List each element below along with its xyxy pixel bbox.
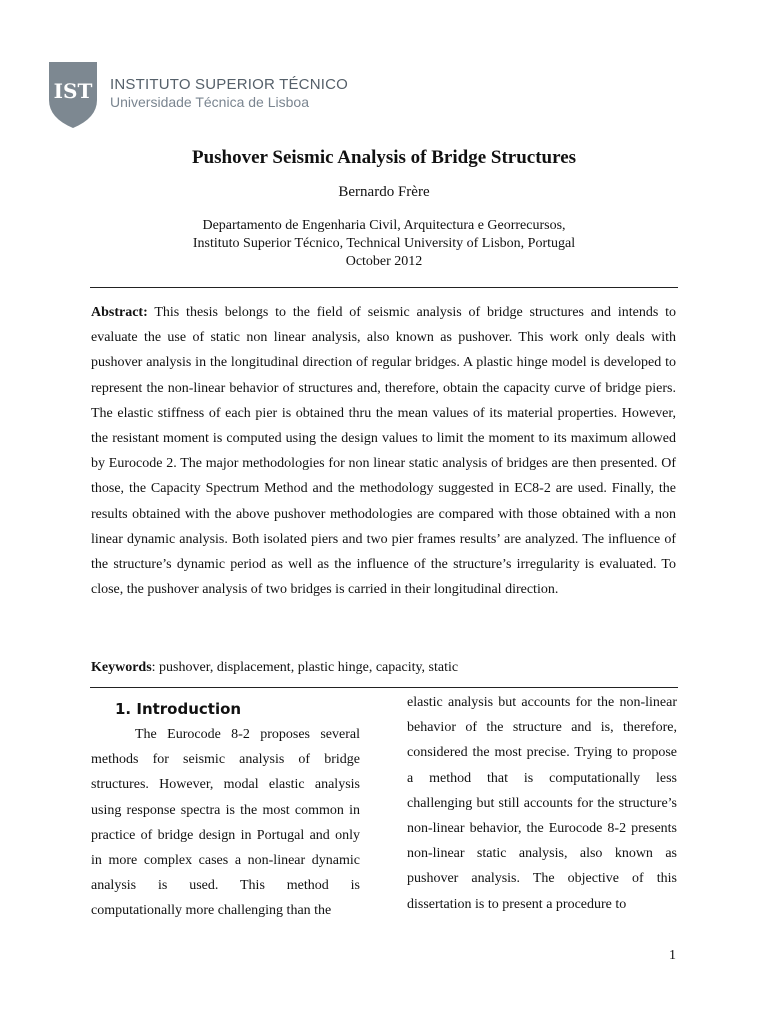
paper-title: Pushover Seismic Analysis of Bridge Structures [191,147,577,168]
abstract-label: Abstract: [91,305,148,320]
paper-date: October 2012 [345,254,423,269]
intro-paragraph-left: The Eurocode 8-2 proposes several methods for seismic analysis of bridge structures. However, modal elastic analysis using response spectra is the most common in practice of bridge design in Portugal and only in more complex cases a non-linear dynamic analysis is used. This method is computationally more challenging than the [91,727,360,919]
abstract-text: This thesis belongs to the field of seismic analysis of bridge structures and intends to evaluate the use of static non linear analysis, also known as pushover. This work only deals with pushover analysis in the longitudinal direction of regular bridges. A plastic hinge model is developed to represent the non-linear behavior of structures and, therefore, obtain the capacity curve of bridge piers. The elastic stiffness of each pier is obtained thru the mean values of its material properties. However, the resistant moment is computed using the design values to limit the moment to its maximum allowed by Eurocode 2. The major methodologies for non linear static analysis of bridges are then presented. Of those, the Capacity Spectrum Method and the methodology suggested in EC8-2 are used. Finally, the results obtained with the above pushover methodologies are compared with those obtained with a non linear dynamic analysis. Both isolated piers and two pier frames results’ are analyzed. The influence of the structure’s dynamic period as well as the influence of the structure’s irregularity is evaluated. To close, the pushover analysis of two bridges is carried in their longitudinal direction. [91,305,677,598]
university-name: Universidade Técnica de Lisboa [110,94,309,110]
keywords-text: : pushover, displacement, plastic hinge, capacity, static [151,660,459,675]
affiliation-line-2: Instituto Superior Técnico, Technical University of Lisbon, Portugal [192,236,576,251]
left-column [91,700,360,924]
affiliation-line-1: Departamento de Engenharia Civil, Arquitectura e Georrecursos, [202,218,566,233]
logo-text: IST [53,79,93,103]
paper-author: Bernardo Frère [338,184,430,200]
divider-top [90,287,678,288]
abstract [91,300,676,602]
institution-name: INSTITUTO SUPERIOR TÉCNICO [110,76,349,93]
ist-logo-shield [47,60,99,130]
keywords-label: Keywords [91,660,152,675]
section-heading: 1. Introduction [115,700,242,718]
intro-paragraph-right: elastic analysis but accounts for the non-linear behavior of the structure and is, therefore, considered the most precise. Trying to propose a method that is computationally less challenging but still accounts for the structure’s non-linear behavior, the Eurocode 8-2 presents non-linear static analysis, also known as pushover analysis. The objective of this dissertation is to present a procedure to [407,695,677,912]
page-number: 1 [669,948,676,963]
divider-bottom [90,687,678,688]
right-column [407,690,677,917]
keywords [91,660,458,676]
